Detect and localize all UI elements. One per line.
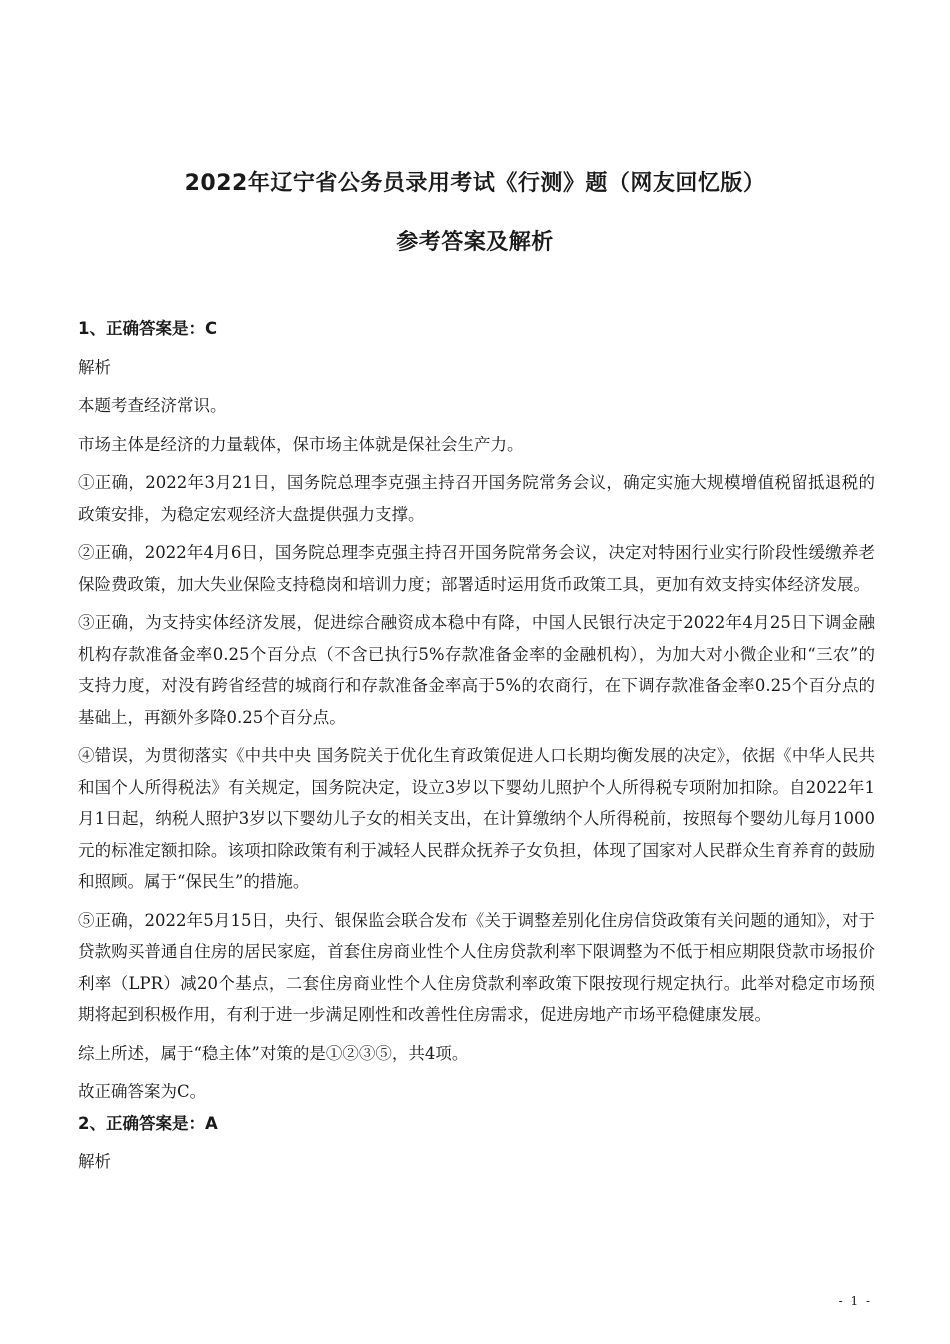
paragraph: ④错误，为贯彻落实《中共中央 国务院关于优化生育政策促进人口长期均衡发展的决定》，依据《中华人民共和国个人所得税法》有关规定，国务院决定，设立3岁以下婴幼儿照护个人所得税专项附加扣除。自2022年1月1日起，纳税人照护3岁以下婴幼儿子女的相关支出，在计算缴纳个人所得税前，按照每个婴幼儿每月1000元的标准定额扣除。该项扣除政策有利于减轻人民群众抚养子女负担，体现了国家对人民群众生育养育的鼓励和照顾。属于“保民生”的措施。 (78, 746, 875, 891)
document-subtitle: 参考答案及解析 (396, 230, 554, 255)
question-2-analysis-label: 解析 (78, 1152, 111, 1171)
page-number: - 1 - (838, 1294, 872, 1308)
paragraph: 市场主体是经济的力量载体，保市场主体就是保社会生产力。 (78, 434, 524, 454)
paragraph: 故正确答案为C。 (78, 1082, 207, 1101)
paragraph: ①正确，2022年3月21日，国务院总理李克强主持召开国务院常务会议，确定实施大规模增值税留抵退税的政策安排，为稳定宏观经济大盘提供强力支撑。 (78, 473, 875, 524)
paragraph: 本题考查经济常识。 (78, 396, 227, 415)
paragraph: 综上所述，属于“稳主体”对策的是①②③⑤，共4项。 (78, 1043, 469, 1063)
question-1-analysis-label: 解析 (78, 357, 111, 377)
document-title: 2022年辽宁省公务员录用考试《行测》题（网友回忆版） (184, 171, 766, 196)
question-1-answer-heading: 1、正确答案是：C (78, 319, 218, 338)
paragraph: ③正确，为支持实体经济发展，促进综合融资成本稳中有降，中国人民银行决定于2022年4月25日下调金融机构存款准备金率0.25个百分点（不含已执行5%存款准备金率的金融机构），为加大对小微企业和“三农”的支持力度，对没有跨省经营的城商行和存款准备金率高于5%的农商行，在下调存款准备金率0.25个百分点的基础上，再额外多降0.25个百分点。 (78, 613, 875, 727)
document-body (78, 313, 875, 1178)
paragraph: ⑤正确，2022年5月15日，央行、银保监会联合发布《关于调整差别化住房信贷政策有关问题的通知》，对于贷款购买普通自住房的居民家庭，首套住房商业性个人住房贷款利率下限调整为不低于相应期限贷款市场报价利率（LPR）减20个基点，二套住房商业性个人住房贷款利率政策下限按现行规定执行。此举对稳定市场预期将起到积极作用，有利于进一步满足刚性和改善性住房需求，促进房地产市场平稳健康发展。 (78, 910, 875, 1024)
paragraph: ②正确，2022年4月6日，国务院总理李克强主持召开国务院常务会议，决定对特困行业实行阶段性缓缴养老保险费政策，加大失业保险支持稳岗和培训力度；部署适时运用货币政策工具，更加有效支持实体经济发展。 (78, 543, 875, 594)
question-2-answer-heading: 2、正确答案是：A (78, 1113, 218, 1133)
